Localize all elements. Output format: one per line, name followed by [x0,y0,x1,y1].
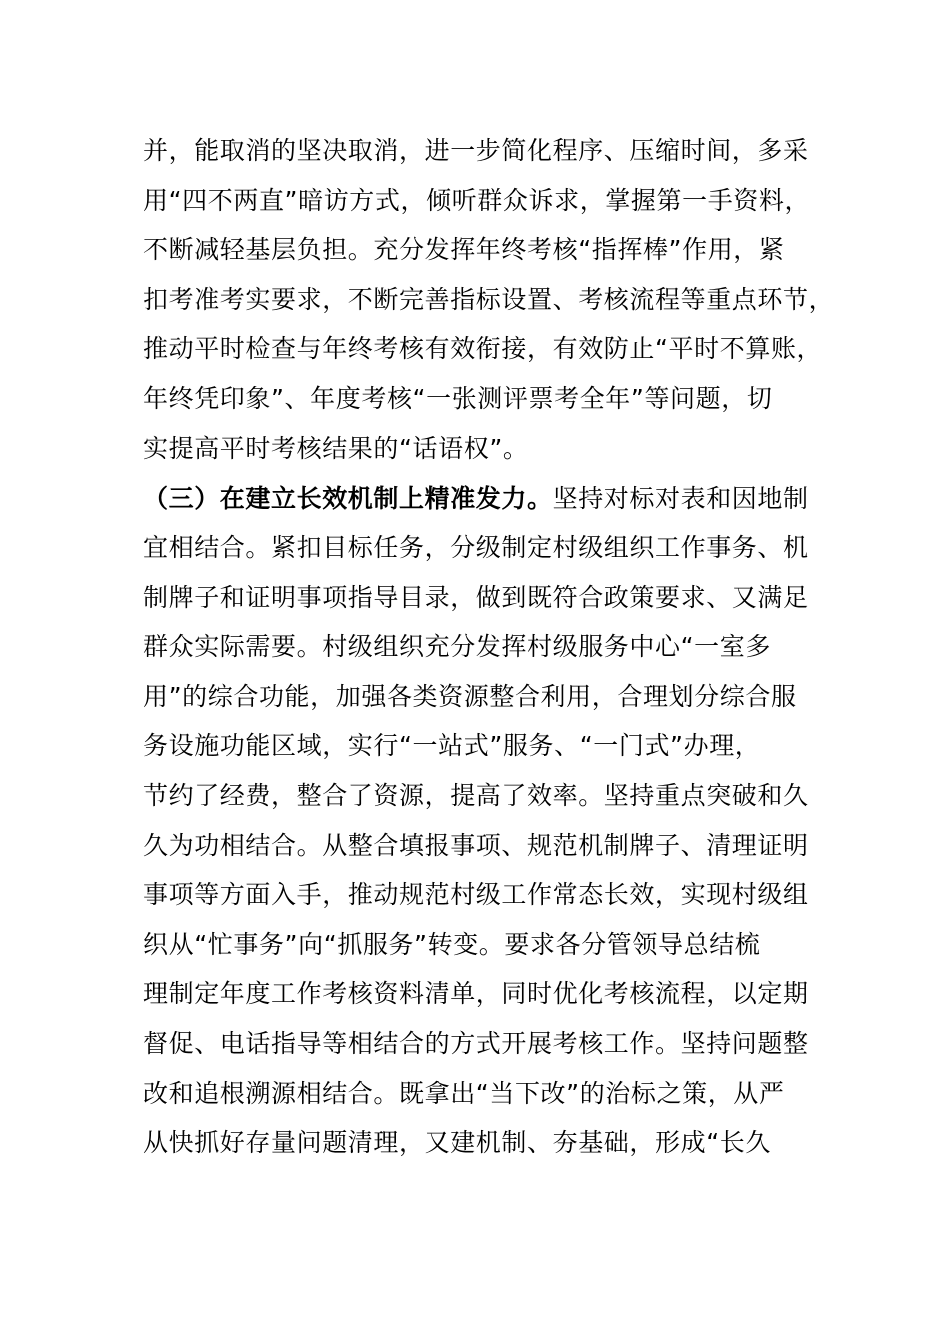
paragraph-line: 改和追根溯源相结合。既拿出“当下改”的治标之策，从严 [143,1079,785,1108]
paragraph-line: 宜相结合。紧扣目标任务，分级制定村级组织工作事务、机 [143,533,809,562]
paragraph-line: 推动平时检查与年终考核有效衔接，有效防止“平时不算账， [143,334,823,363]
paragraph-line: 理制定年度工作考核资料清单，同时优化考核流程，以定期 [143,979,809,1008]
paragraph-line: 督促、电话指导等相结合的方式开展考核工作。坚持问题整 [143,1029,809,1058]
paragraph-line: 用“四不两直”暗访方式，倾听群众诉求，掌握第一手资料， [143,186,811,215]
paragraph-line: 织从“忙事务”向“抓服务”转变。要求各分管领导总结梳 [143,930,761,959]
section-heading: （三）在建立长效机制上精准发力。 [143,484,553,513]
paragraph-line: 年终凭印象”、年度考核“一张测评票考全年”等问题，切 [143,384,773,413]
paragraph-line: 从快抓好存量问题清理，又建机制、夯基础，形成“长久 [143,1128,771,1157]
paragraph-line: 实提高平时考核结果的“话语权”。 [143,434,529,463]
paragraph-line: 群众实际需要。村级组织充分发挥村级服务中心“一室多 [143,632,771,661]
paragraph-line: 务设施功能区域，实行“一站式”服务、“一门式”办理， [143,731,761,760]
paragraph-line: 并，能取消的坚决取消，进一步简化程序、压缩时间，多采 [143,136,809,165]
paragraph-line: 用”的综合功能，加强各类资源整合利用，合理划分综合服 [143,682,797,711]
paragraph-line: 事项等方面入手，推动规范村级工作常态长效，实现村级组 [143,880,809,909]
paragraph-line: 制牌子和证明事项指导目录，做到既符合政策要求、又满足 [143,583,809,612]
paragraph-line: 扣考准考实要求，不断完善指标设置、考核流程等重点环节， [143,285,835,314]
paragraph-line: 不断减轻基层负担。充分发挥年终考核“指挥棒”作用，紧 [143,235,785,264]
paragraph-line: 节约了经费，整合了资源，提高了效率。坚持重点突破和久 [143,781,809,810]
section-first-line [143,484,809,514]
paragraph-line: 久为功相结合。从整合填报事项、规范机制牌子、清理证明 [143,831,809,860]
section-first-line-text: 坚持对标对表和因地制 [552,484,809,513]
